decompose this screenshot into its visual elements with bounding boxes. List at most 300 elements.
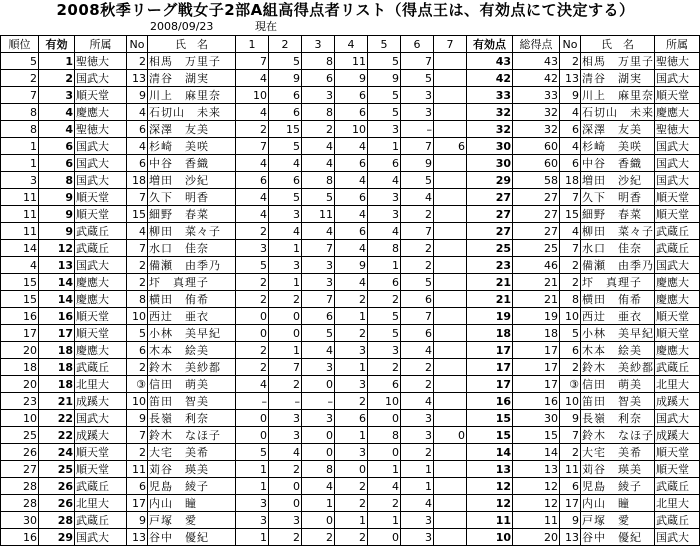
cell-effective-rank: 6	[39, 138, 75, 155]
table-row	[1, 444, 700, 461]
cell-effective-rank: 26	[39, 478, 75, 495]
cell-team: 慶應大	[75, 342, 127, 359]
cell-name: 備瀬 由季乃	[148, 257, 236, 274]
cell-rank: 25	[1, 427, 39, 444]
cell-effective-rank: 26	[39, 495, 75, 512]
cell-effective-rank: 6	[39, 155, 75, 172]
cell-effective-points: 33	[467, 87, 513, 104]
cell-game-7	[434, 495, 467, 512]
cell-team-2: 慶應大	[655, 342, 700, 359]
cell-game-4: 4	[335, 206, 368, 223]
cell-effective-points: 15	[467, 410, 513, 427]
cell-game-1: 0	[236, 427, 269, 444]
cell-rank: 7	[1, 87, 39, 104]
cell-no-2: 5	[560, 325, 581, 342]
cell-game-2: 3	[269, 512, 302, 529]
cell-rank: 3	[1, 172, 39, 189]
cell-game-2: 0	[269, 495, 302, 512]
col-header-game-1: 1	[236, 36, 269, 53]
cell-effective-points: 32	[467, 121, 513, 138]
table-row	[1, 478, 700, 495]
cell-game-7	[434, 461, 467, 478]
cell-game-1: 3	[236, 495, 269, 512]
cell-name: 中谷 香織	[148, 155, 236, 172]
cell-total-points: 42	[513, 70, 560, 87]
cell-effective-rank: 1	[39, 53, 75, 70]
table-row	[1, 427, 700, 444]
cell-name-2: 児島 綾子	[581, 478, 655, 495]
cell-game-5: 0	[368, 529, 401, 546]
cell-name: 圷 真理子	[148, 274, 236, 291]
cell-game-7	[434, 223, 467, 240]
cell-game-2: –	[269, 393, 302, 410]
cell-effective-points: 10	[467, 529, 513, 546]
cell-total-points: 17	[513, 359, 560, 376]
cell-name: 鈴木 美紗都	[148, 359, 236, 376]
cell-game-3: 6	[302, 70, 335, 87]
table-row	[1, 325, 700, 342]
cell-game-3: 8	[302, 461, 335, 478]
cell-game-5: 5	[368, 104, 401, 121]
col-header-no: No	[127, 36, 148, 53]
table-row	[1, 172, 700, 189]
col-header-game-2: 2	[269, 36, 302, 53]
table-row	[1, 512, 700, 529]
date-line	[0, 20, 691, 34]
cell-name: 深澤 友美	[148, 121, 236, 138]
cell-name-2: 柳田 菜々子	[582, 224, 654, 238]
cell-game-5: 9	[368, 70, 401, 87]
cell-game-4: 9	[335, 70, 368, 87]
cell-team-2: 武蔵丘	[655, 223, 700, 240]
cell-effective-rank: 24	[39, 444, 75, 461]
cell-total-points: 21	[513, 291, 560, 308]
cell-game-5: 5	[368, 325, 401, 342]
cell-rank: 23	[1, 393, 39, 410]
cell-no: 9	[127, 87, 148, 104]
cell-total-points: 21	[513, 274, 560, 291]
cell-game-4: 1	[335, 427, 368, 444]
cell-game-6: 3	[401, 427, 434, 444]
cell-no-2: 13	[560, 70, 581, 87]
cell-no: 7	[127, 189, 148, 206]
cell-team-2: 順天堂	[655, 308, 700, 325]
table-row	[1, 342, 700, 359]
cell-no-2: 2	[560, 444, 581, 461]
cell-name-2: 内山 瞳	[581, 495, 655, 512]
col-header-game-3: 3	[302, 36, 335, 53]
cell-game-7	[434, 512, 467, 529]
cell-name-2: 杉崎 美咲	[581, 138, 655, 155]
cell-game-5: 5	[368, 308, 401, 325]
cell-name-2: 圷 真理子	[581, 274, 655, 291]
cell-game-6: 3	[401, 529, 434, 546]
cell-team-2: 聖徳大	[655, 121, 700, 138]
cell-team: 国武大	[75, 529, 127, 546]
cell-game-1: 4	[236, 104, 269, 121]
cell-effective-points: 27	[467, 223, 513, 240]
cell-game-7	[434, 393, 467, 410]
table-row	[1, 223, 700, 240]
col-header-team: 所属	[75, 36, 127, 53]
cell-game-4: 2	[335, 393, 368, 410]
cell-game-6: 1	[401, 461, 434, 478]
cell-name: 清谷 湖実	[148, 70, 236, 87]
cell-game-1: 1	[236, 478, 269, 495]
cell-rank: 15	[1, 291, 39, 308]
cell-team: 成蹊大	[75, 393, 127, 410]
cell-game-4: 4	[335, 138, 368, 155]
cell-game-4: 2	[335, 529, 368, 546]
cell-game-1: 0	[236, 410, 269, 427]
table-row	[1, 87, 700, 104]
cell-no-2: 2	[560, 274, 581, 291]
cell-game-2: 2	[269, 461, 302, 478]
cell-game-6: 2	[401, 444, 434, 461]
cell-game-3: 0	[302, 427, 335, 444]
cell-game-1: 10	[236, 87, 269, 104]
cell-no-2: 18	[560, 172, 581, 189]
cell-effective-rank: 14	[39, 291, 75, 308]
cell-game-3: 0	[302, 376, 335, 393]
cell-game-1: 7	[236, 53, 269, 70]
cell-rank: 28	[1, 495, 39, 512]
cell-game-5: 5	[368, 53, 401, 70]
cell-game-3: 3	[302, 257, 335, 274]
cell-effective-points: 16	[467, 393, 513, 410]
cell-no: 18	[127, 172, 148, 189]
cell-game-5: 4	[368, 223, 401, 240]
cell-team-2: 国武大	[655, 70, 700, 87]
cell-team: 武蔵丘	[75, 359, 127, 376]
cell-game-6: 2	[401, 240, 434, 257]
cell-effective-rank: 9	[39, 206, 75, 223]
table-row	[1, 206, 700, 223]
cell-game-7	[434, 291, 467, 308]
cell-game-6: –	[401, 121, 434, 138]
col-header-rank: 順位	[1, 36, 39, 53]
cell-rank: 10	[1, 410, 39, 427]
cell-effective-rank: 9	[39, 189, 75, 206]
table-row	[1, 240, 700, 257]
cell-rank: 28	[1, 478, 39, 495]
cell-game-6: 4	[401, 495, 434, 512]
cell-no: ③	[127, 376, 148, 393]
cell-game-4: 2	[335, 495, 368, 512]
cell-game-4: 9	[335, 257, 368, 274]
cell-game-5: 1	[368, 512, 401, 529]
date-label: 2008/09/23	[150, 20, 214, 33]
col-header-name-2: 氏 名	[581, 36, 655, 53]
cell-rank: 27	[1, 461, 39, 478]
cell-no-2: 7	[560, 240, 581, 257]
cell-total-points: 30	[513, 410, 560, 427]
cell-game-5: 3	[368, 189, 401, 206]
cell-effective-points: 14	[467, 444, 513, 461]
cell-game-5: 0	[368, 444, 401, 461]
date-suffix: 現在	[255, 20, 277, 33]
cell-game-3: 2	[302, 529, 335, 546]
cell-no-2: 10	[560, 308, 581, 325]
cell-game-6: 7	[401, 308, 434, 325]
cell-team-2: 武蔵丘	[655, 512, 700, 529]
cell-no: 9	[127, 410, 148, 427]
cell-effective-rank: 12	[39, 240, 75, 257]
cell-rank: 16	[1, 529, 39, 546]
cell-game-5: 4	[368, 172, 401, 189]
col-header-game-5: 5	[368, 36, 401, 53]
col-header-game-6: 6	[401, 36, 434, 53]
cell-game-5: 3	[368, 206, 401, 223]
cell-game-2: 4	[269, 444, 302, 461]
table-row	[1, 189, 700, 206]
table-row	[1, 138, 700, 155]
cell-no-2: 2	[560, 359, 581, 376]
cell-game-3: 0	[302, 444, 335, 461]
table-row	[1, 461, 700, 478]
cell-game-1: 2	[236, 121, 269, 138]
cell-game-3: 3	[302, 359, 335, 376]
cell-name: 横田 侑希	[148, 291, 236, 308]
cell-no: 10	[127, 393, 148, 410]
cell-effective-rank: 4	[39, 104, 75, 121]
cell-game-3: 7	[302, 240, 335, 257]
cell-name: 水口 佳奈	[148, 240, 236, 257]
table-row	[1, 53, 700, 70]
cell-name-2: 久下 明香	[581, 189, 655, 206]
cell-effective-points: 18	[467, 325, 513, 342]
cell-effective-points: 12	[467, 478, 513, 495]
cell-game-1: 4	[236, 206, 269, 223]
cell-game-7	[434, 529, 467, 546]
cell-name: 小林 美早紀	[148, 325, 236, 342]
cell-total-points: 13	[513, 461, 560, 478]
cell-name-2: 細野 春菜	[581, 206, 655, 223]
cell-game-7	[434, 359, 467, 376]
cell-no: 2	[127, 274, 148, 291]
cell-name-2: 信田 萌美	[581, 376, 655, 393]
cell-effective-rank: 8	[39, 172, 75, 189]
cell-name: 柳田 菜々子	[148, 223, 236, 240]
cell-game-4: 4	[335, 274, 368, 291]
cell-effective-rank: 14	[39, 274, 75, 291]
cell-game-6: 3	[401, 104, 434, 121]
cell-rank: 8	[1, 121, 39, 138]
cell-game-6: 3	[401, 512, 434, 529]
cell-team: 国武大	[75, 410, 127, 427]
cell-game-7	[434, 376, 467, 393]
cell-game-3: 4	[302, 138, 335, 155]
cell-name: 長嶺 利奈	[148, 410, 236, 427]
cell-no-2: 2	[560, 257, 581, 274]
cell-game-3: 11	[302, 206, 335, 223]
cell-effective-points: 27	[467, 206, 513, 223]
cell-no-2: 15	[560, 206, 581, 223]
cell-game-1: –	[236, 393, 269, 410]
cell-no: 2	[127, 53, 148, 70]
cell-team: 国武大	[75, 155, 127, 172]
cell-game-6: 2	[401, 206, 434, 223]
cell-game-3: 0	[302, 512, 335, 529]
cell-game-6: 7	[401, 53, 434, 70]
cell-name: 鈴木 なほ子	[148, 427, 236, 444]
cell-game-2: 6	[269, 172, 302, 189]
cell-no-2: 17	[560, 495, 581, 512]
cell-game-5: 1	[368, 461, 401, 478]
cell-game-4: 2	[335, 291, 368, 308]
cell-team: 順天堂	[75, 325, 127, 342]
cell-game-4: 6	[335, 410, 368, 427]
cell-game-1: 2	[236, 359, 269, 376]
cell-team-2: 北里大	[655, 495, 700, 512]
cell-total-points: 17	[513, 342, 560, 359]
cell-game-4: 6	[335, 189, 368, 206]
cell-name: 信田 萌美	[148, 376, 236, 393]
cell-game-4: 6	[335, 155, 368, 172]
cell-game-2: 5	[269, 138, 302, 155]
col-header-effective-points: 有効点	[467, 36, 513, 53]
cell-game-7	[434, 206, 467, 223]
table-row	[1, 410, 700, 427]
cell-name: 木本 絵美	[148, 342, 236, 359]
cell-game-2: 1	[269, 274, 302, 291]
col-header-effective-rank: 有効	[39, 36, 75, 53]
cell-game-3: 6	[302, 308, 335, 325]
cell-effective-rank: 16	[39, 308, 75, 325]
cell-team: 武蔵丘	[75, 240, 127, 257]
cell-no-2: 13	[560, 529, 581, 546]
cell-name: 戸塚 愛	[148, 512, 236, 529]
cell-name-2: 戸塚 愛	[581, 512, 655, 529]
cell-game-1: 3	[236, 512, 269, 529]
cell-team-2: 慶應大	[655, 104, 700, 121]
cell-game-5: 3	[368, 342, 401, 359]
table-row	[1, 291, 700, 308]
cell-team: 武蔵丘	[75, 223, 127, 240]
cell-name: 石切山 未来	[148, 104, 236, 121]
cell-total-points: 43	[513, 53, 560, 70]
cell-name-2: 笛田 智美	[581, 393, 655, 410]
table-row	[1, 104, 700, 121]
cell-effective-points: 43	[467, 53, 513, 70]
cell-game-1: 4	[236, 376, 269, 393]
cell-total-points: 12	[513, 495, 560, 512]
cell-name-2: 苅谷 瑛美	[581, 461, 655, 478]
cell-team: 慶應大	[75, 104, 127, 121]
table-body	[1, 53, 700, 546]
cell-team: 聖徳大	[75, 53, 127, 70]
cell-game-5: 2	[368, 291, 401, 308]
cell-game-7	[434, 240, 467, 257]
cell-team-2: 国武大	[655, 410, 700, 427]
cell-no-2: 7	[560, 427, 581, 444]
cell-effective-rank: 22	[39, 427, 75, 444]
cell-name-2: 備瀬 由季乃	[582, 258, 654, 272]
col-header-name: 氏 名	[148, 36, 236, 53]
cell-game-4: 4	[335, 240, 368, 257]
cell-effective-points: 27	[467, 189, 513, 206]
cell-team: 武蔵丘	[75, 512, 127, 529]
cell-game-2: 15	[269, 121, 302, 138]
cell-total-points: 60	[513, 138, 560, 155]
cell-game-6: 2	[401, 376, 434, 393]
cell-name: 内山 瞳	[148, 495, 236, 512]
cell-team-2: 順天堂	[655, 461, 700, 478]
cell-name: 西辻 亜衣	[148, 308, 236, 325]
cell-name-2: 水口 佳奈	[581, 240, 655, 257]
cell-game-6: 7	[401, 138, 434, 155]
cell-effective-rank: 4	[39, 121, 75, 138]
cell-no: 2	[127, 444, 148, 461]
cell-team: 順天堂	[75, 308, 127, 325]
cell-game-1: 6	[236, 172, 269, 189]
cell-team-2: 国武大	[655, 155, 700, 172]
cell-game-5: 6	[368, 376, 401, 393]
cell-game-6: 7	[401, 223, 434, 240]
cell-no: 8	[127, 291, 148, 308]
cell-total-points: 32	[513, 104, 560, 121]
cell-effective-rank: 9	[39, 223, 75, 240]
cell-no: 6	[127, 121, 148, 138]
cell-game-4: 1	[335, 359, 368, 376]
cell-game-1: 4	[236, 155, 269, 172]
cell-game-5: 6	[368, 274, 401, 291]
cell-no-2: 9	[560, 512, 581, 529]
cell-game-5: 5	[368, 87, 401, 104]
cell-game-4: 6	[335, 223, 368, 240]
cell-team: 順天堂	[75, 206, 127, 223]
cell-game-6: 6	[401, 325, 434, 342]
cell-game-7	[434, 478, 467, 495]
cell-name: 細野 春菜	[148, 206, 236, 223]
cell-effective-points: 42	[467, 70, 513, 87]
cell-rank: 11	[1, 189, 39, 206]
cell-game-7	[434, 53, 467, 70]
cell-game-6: 5	[401, 172, 434, 189]
cell-team-2: 順天堂	[655, 206, 700, 223]
cell-team: 国武大	[75, 70, 127, 87]
cell-name-2: 増田 沙紀	[581, 172, 655, 189]
cell-name: 谷中 優紀	[148, 529, 236, 546]
cell-game-2: 0	[269, 325, 302, 342]
cell-no: 7	[127, 427, 148, 444]
cell-name: 笛田 智美	[148, 393, 236, 410]
cell-game-6: 2	[401, 359, 434, 376]
cell-game-4: 11	[335, 53, 368, 70]
cell-effective-points: 25	[467, 240, 513, 257]
scorer-table	[0, 35, 700, 546]
cell-game-2: 4	[269, 155, 302, 172]
cell-game-4: 4	[335, 172, 368, 189]
table-row	[1, 121, 700, 138]
cell-team: 武蔵丘	[75, 478, 127, 495]
cell-effective-rank: 18	[39, 376, 75, 393]
cell-game-6: 4	[401, 342, 434, 359]
cell-game-5: 10	[368, 393, 401, 410]
cell-effective-rank: 2	[39, 70, 75, 87]
cell-game-7: 0	[434, 427, 467, 444]
cell-effective-points: 32	[467, 104, 513, 121]
cell-effective-points: 17	[467, 359, 513, 376]
col-header-team-2: 所属	[655, 36, 700, 53]
cell-total-points: 18	[513, 325, 560, 342]
cell-name-2: 木本 絵美	[581, 342, 655, 359]
cell-name: 児島 綾子	[148, 478, 236, 495]
cell-team: 北里大	[75, 495, 127, 512]
cell-game-4: 0	[335, 461, 368, 478]
cell-name-2: 鈴木 美紗都	[582, 360, 654, 374]
cell-no: 4	[127, 223, 148, 240]
